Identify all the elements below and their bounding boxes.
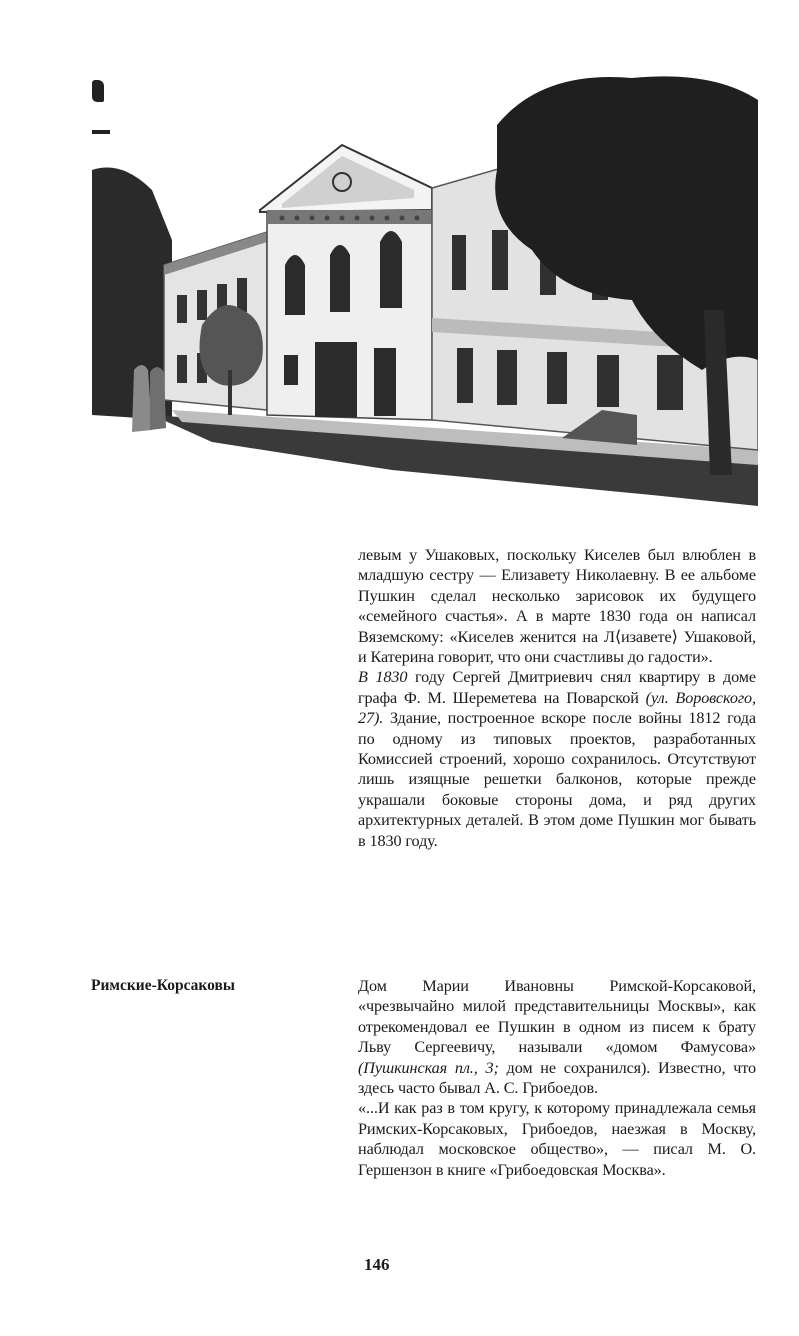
address-emphasis: (ул. Воровского, 27). (358, 688, 756, 728)
page-number: 146 (364, 1255, 390, 1274)
paragraph-gershenzon-quote: «...И как раз в том кругу, к которому принадлежала семья Римских-Корсаковых, Грибоедов, наезжая в Москву, наблюдал московское общество», — писал М. О. Гершензон в книге «Грибоедовская Москва». (358, 1099, 756, 1179)
section-heading: Римские-Корсаковы (91, 977, 235, 994)
building-photo (92, 70, 758, 506)
paragraph-famusov-house: Дом Марии Ивановны Римской-Корсаковой, «чрезвычайно милой представительницы Москвы», как отрекомендовал ее Пушкин в одном из писем к брату Льву Сергеевичу, называли «домом Фамусова» (Пушкинская пл., 3; дом не сохранился). Известно, что здесь часто бывал А. С. Грибоедов. (358, 977, 757, 1098)
address-emphasis: (Пушкинская пл., 3; (358, 1058, 499, 1077)
building-illustration (92, 70, 758, 506)
paragraph-ushakovs: левым у Ушаковых, поскольку Киселев был влюблен в младшую сестру — Елизавету Николаевну. В ее альбоме Пушкин сделал несколько зарисовок их будущего «семейного счастья». А в марте 1830 года он написал Вяземскому: «Киселев женится на Л⟨изавете⟩ Ушаковой, и Катерина говорит, что они счастливы до гадости». (358, 546, 756, 667)
text-block-1 (358, 545, 756, 851)
year-emphasis: В 1830 (358, 668, 408, 687)
paragraph-sheremetev-house: В 1830 году Сергей Дмитриевич снял квартиру в доме графа Ф. М. Шереметева на Поварской (ул. Воровского, 27). Здание, построенное вскоре после войны 1812 года по одному из типовых проектов, разработанных Комиссией строений, хорошо сохранилось. Отсутствуют лишь изящные решетки балконов, которые прежде украшали боковые стороны дома, и ряд других архитектурных деталей. В этом доме Пушкин мог бывать в 1830 году. (358, 668, 757, 850)
text-block-2 (358, 976, 756, 1180)
